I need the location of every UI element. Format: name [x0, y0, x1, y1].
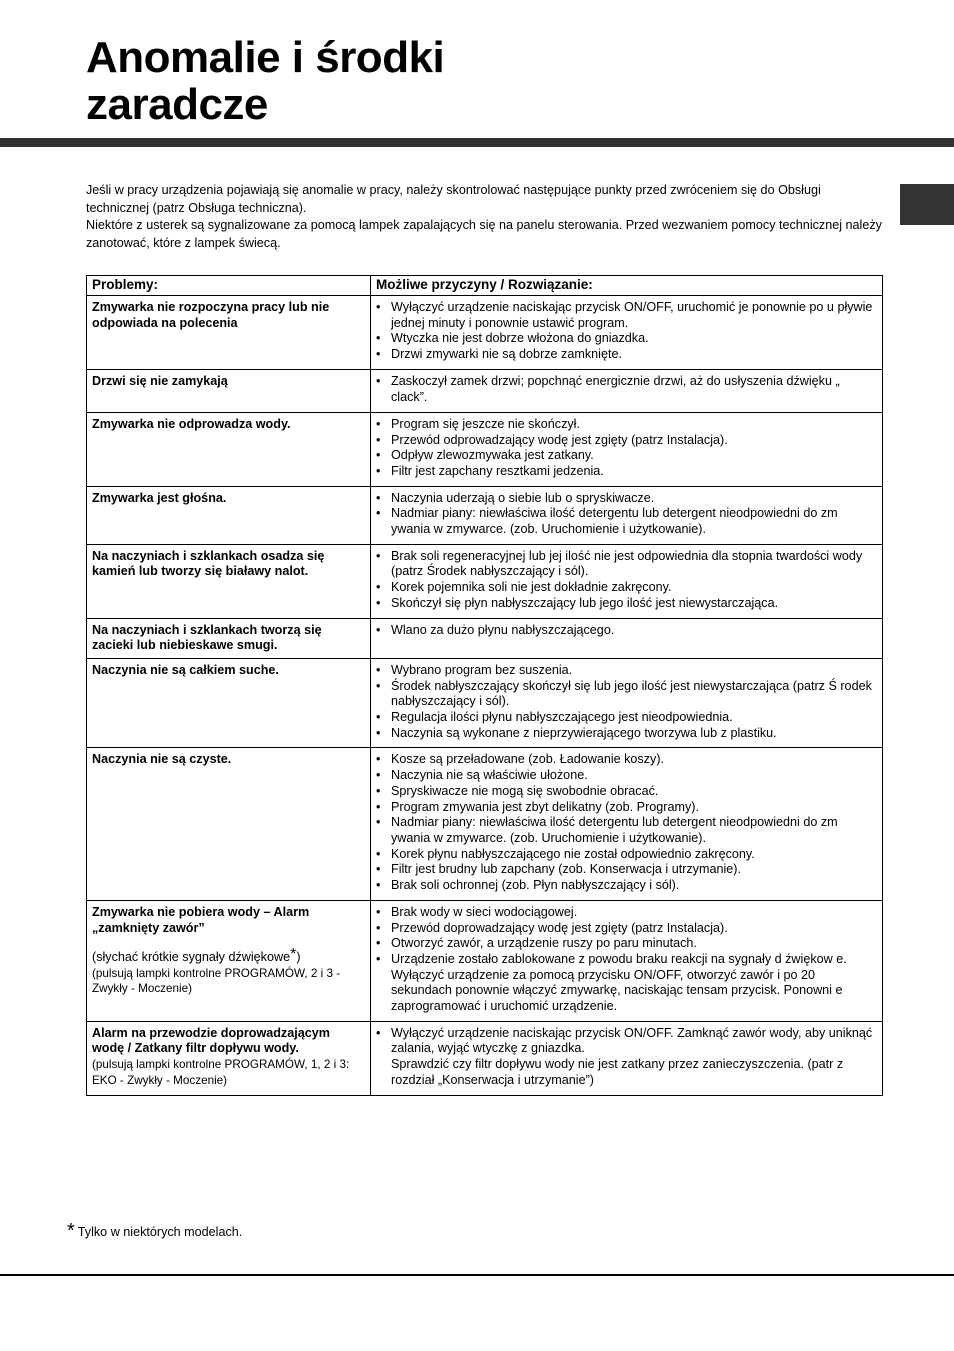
solution-item: • Przewód doprowadzający wodę jest zgięty (patrz Instalacja). [376, 921, 877, 937]
solution-cell [371, 544, 883, 618]
problem-cell: Zmywarka nie odprowadza wody. [87, 412, 371, 486]
table-row [87, 658, 883, 748]
solution-item: • Brak soli ochronnej (zob. Płyn nabłyszczający i sól). [376, 878, 877, 894]
solution-item: • Program się jeszcze nie skończył. [376, 417, 877, 433]
solution-cell [371, 658, 883, 748]
problem-title: Alarm na przewodzie doprowadzającym wodę / Zatkany filtr dopływu wody. [92, 1025, 330, 1056]
solution-item: • Wlano za dużo płynu nabłyszczającego. [376, 623, 877, 639]
page-title: Anomalie i środki zaradcze [86, 33, 445, 129]
table-row [87, 748, 883, 900]
table-header-row [87, 276, 883, 296]
solution-item: • Regulacja ilości płynu nabłyszczającego jest nieodpowiednia. [376, 710, 877, 726]
table-row [87, 412, 883, 486]
solution-item: • Spryskiwacze nie mogą się swobodnie obracać. [376, 784, 877, 800]
solution-item: • Naczynia są wykonane z nieprzywierającego tworzywa lub z plastiku. [376, 726, 877, 742]
section-tab-marker [900, 184, 954, 225]
solution-item: • Odpływ zlewozmywaka jest zatkany. [376, 448, 877, 464]
solution-item: • Wybrano program bez suszenia. [376, 663, 877, 679]
solution-item: • Program zmywania jest zbyt delikatny (zob. Programy). [376, 800, 877, 816]
footnote-asterisk: * [67, 1220, 75, 1242]
solution-item: • Wyłączyć urządzenie naciskając przycisk ON/OFF, uruchomić je ponownie po u pływie jednej minuty i ponownie ustawić program. [376, 300, 877, 331]
solution-item: • Naczynia uderzają o siebie lub o spryskiwacze. [376, 491, 877, 507]
intro-paragraph-1: Jeśli w pracy urządzenia pojawiają się anomalie w pracy, należy skontrolować następujące punkty przed zwróceniem się do Obsługi technicznej (patrz Obsługa techniczna). [86, 183, 821, 215]
solution-cell [371, 618, 883, 658]
problem-cell: Zmywarka nie rozpoczyna pracy lub nie odpowiada na polecenia [87, 296, 371, 370]
solution-item: • Brak soli regeneracyjnej lub jej ilość nie jest odpowiednia dla stopnia twardości wody (patrz Środek nabłyszczający i sól). [376, 549, 877, 580]
table-row [87, 1021, 883, 1095]
table-row [87, 296, 883, 370]
problem-cell: Naczynia nie są czyste. [87, 748, 371, 900]
table-row [87, 486, 883, 544]
solution-item: • Brak wody w sieci wodociągowej. [376, 905, 877, 921]
problem-cell: Na naczyniach i szklankach tworzą się zacieki lub niebieskawe smugi. [87, 618, 371, 658]
solution-item: • Korek płynu nabłyszczającego nie został odpowiednio zakręcony. [376, 847, 877, 863]
problem-cell: Na naczyniach i szklankach osadza się kamień lub tworzy się białawy nalot. [87, 544, 371, 618]
solution-item: • Skończył się płyn nabłyszczający lub jego ilość jest niewystarczająca. [376, 596, 877, 612]
problem-note: (pulsują lampki kontrolne PROGRAMÓW, 2 i 3 - Zwykły - Moczenie) [92, 966, 341, 996]
footer-rule [0, 1274, 954, 1276]
solution-cell [371, 296, 883, 370]
problem-cell [87, 1021, 371, 1095]
solution-item: • Korek pojemnika soli nie jest dokładnie zakręcony. [376, 580, 877, 596]
problem-subtitle-text: (słychać krótkie sygnały dźwiękowe [92, 950, 291, 965]
problem-cell [87, 900, 371, 1021]
problem-cell: Zmywarka jest głośna. [87, 486, 371, 544]
solution-item: • Przewód odprowadzający wodę jest zgięty (patrz Instalacja). [376, 433, 877, 449]
footnote-text: Tylko w niektórych modelach. [77, 1225, 243, 1239]
solution-cell [371, 748, 883, 900]
intro-paragraph-2: Niektóre z usterek są sygnalizowane za pomocą lampek zapalających się na panelu sterowania. Przed wezwaniem pomocy technicznej należy zanotować, które z lampek świecą. [86, 218, 882, 250]
header-problems: Problemy: [87, 276, 371, 296]
solution-item: • Naczynia nie są właściwie ułożone. [376, 768, 877, 784]
footnote [67, 1220, 242, 1243]
solution-cell [371, 486, 883, 544]
table-row [87, 544, 883, 618]
solution-item: • Urządzenie zostało zablokowane z powodu braku reakcji na sygnały d źwiękow e. Wyłączyć urządzenie za pomocą przycisku ON/OFF, otworzyć zawór i po 20 sekundach ponownie włączyć zmywarkę, naciskając tensam przycisk. Ponowni e zaprogramować i uruchomić urządzenie. [376, 952, 877, 1015]
table-row [87, 618, 883, 658]
table-row [87, 369, 883, 412]
solution-cell [371, 369, 883, 412]
solution-item: • Otworzyć zawór, a urządzenie ruszy po paru minutach. [376, 936, 877, 952]
header-solutions: Możliwe przyczyny / Rozwiązanie: [371, 276, 883, 296]
problem-subtitle-end: ) [296, 950, 301, 965]
problem-title: Zmywarka nie pobiera wody – Alarm „zamknięty zawór” [92, 904, 310, 935]
table-row [87, 900, 883, 1021]
solution-item: • Filtr jest zapchany resztkami jedzenia. [376, 464, 877, 480]
solution-item: • Wtyczka nie jest dobrze włożona do gniazdka. [376, 331, 877, 347]
solution-item: • Środek nabłyszczający skończył się lub jego ilość jest niewystarczająca (patrz Ś rodek nabłyszczający i sól). [376, 679, 877, 710]
solution-item: • Nadmiar piany: niewłaściwa ilość detergentu lub detergent nieodpowiedni do zm ywania w zmywarce. (zob. Uruchomienie i użytkowanie). [376, 506, 877, 537]
solution-item: • Filtr jest brudny lub zapchany (zob. Konserwacja i utrzymanie). [376, 862, 877, 878]
solution-item: • Zaskoczył zamek drzwi; popchnąć energicznie drzwi, aż do usłyszenia dźwięku „ clack”. [376, 374, 877, 405]
solution-cell [371, 1021, 883, 1095]
solution-item: • Drzwi zmywarki nie są dobrze zamknięte. [376, 347, 877, 363]
problem-cell: Drzwi się nie zamykają [87, 369, 371, 412]
problem-subtitle [92, 946, 364, 966]
solution-cell [371, 900, 883, 1021]
asterisk-mark: * [290, 946, 297, 964]
solution-cell [371, 412, 883, 486]
problem-note: (pulsują lampki kontrolne PROGRAMÓW, 1, 2 i 3: EKO - Zwykły - Moczenie) [92, 1058, 350, 1087]
solution-item: • Wyłączyć urządzenie naciskając przycisk ON/OFF. Zamknąć zawór wody, aby uniknąć zalania, wyjąć wtyczkę z gniazdka. [376, 1026, 877, 1057]
intro-text [86, 182, 886, 252]
solution-item: • Kosze są przeładowane (zob. Ładowanie koszy). [376, 752, 877, 768]
troubleshooting-table [86, 275, 883, 1096]
solution-extra: Sprawdzić czy filtr dopływu wody nie jest zatkany przez zanieczyszczenia. (patr z rozdział „Konserwacja i utrzymanie”) [391, 1057, 844, 1087]
problem-cell: Naczynia nie są całkiem suche. [87, 658, 371, 748]
solution-item: • Nadmiar piany: niewłaściwa ilość detergentu lub detergent nieodpowiedni do zm ywania w zmywarce. (zob. Uruchomienie i użytkowanie). [376, 815, 877, 846]
header-rule [0, 138, 954, 147]
